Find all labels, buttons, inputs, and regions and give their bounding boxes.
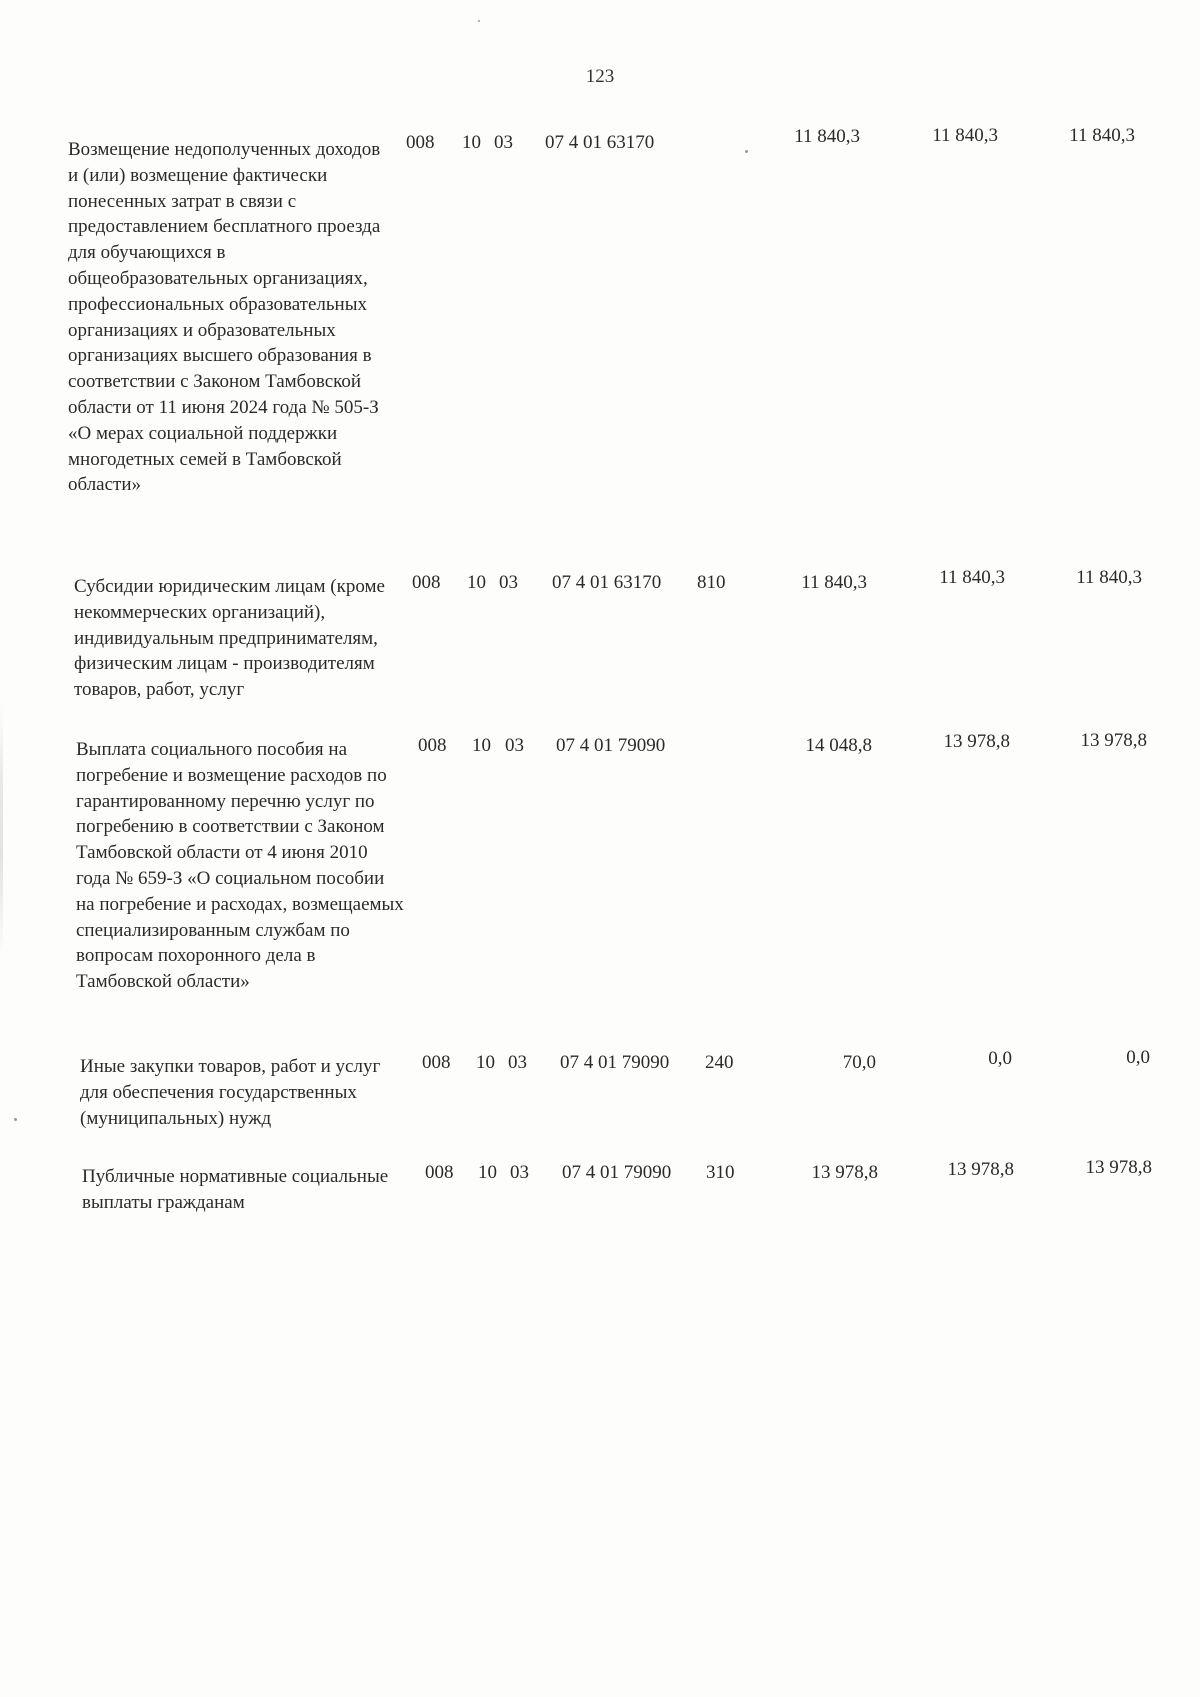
amount-1: 70,0 (842, 1052, 876, 1073)
code-expense: 810 (697, 572, 726, 593)
amount-3: 11 840,3 (1069, 125, 1135, 146)
amount-2: 13 978,8 (943, 731, 1010, 752)
scan-speck (478, 20, 480, 22)
amount-3: 13 978,8 (1080, 730, 1147, 751)
amount-3: 0,0 (1126, 1047, 1150, 1068)
code-section: 10 (472, 735, 491, 756)
amount-2: 0,0 (988, 1048, 1012, 1069)
amount-3: 11 840,3 (1076, 567, 1142, 588)
amount-1: 11 840,3 (801, 572, 867, 593)
page-number: 123 (585, 66, 615, 87)
code-section: 10 (462, 132, 481, 153)
code-admin: 008 (422, 1052, 451, 1073)
code-target: 07 4 01 79090 (556, 735, 666, 756)
amount-1: 11 840,3 (794, 126, 860, 147)
scan-edge-shadow (0, 700, 3, 960)
amount-1: 13 978,8 (811, 1162, 878, 1183)
code-admin: 008 (425, 1162, 454, 1183)
row-description: Субсидии юридическим лицам (кроме некоммерческих организаций), индивидуальным предпринимателям, физическим лицам - производителям товаров, работ, услуг (74, 576, 385, 701)
code-target: 07 4 01 63170 (552, 572, 662, 593)
code-subsection: 03 (494, 132, 513, 153)
code-section: 10 (478, 1162, 497, 1183)
code-target: 07 4 01 79090 (562, 1162, 672, 1183)
code-section: 10 (476, 1052, 495, 1073)
amount-3: 13 978,8 (1085, 1157, 1152, 1178)
code-target: 07 4 01 63170 (545, 132, 655, 153)
amount-2: 11 840,3 (932, 125, 998, 146)
code-target: 07 4 01 79090 (560, 1052, 670, 1073)
code-subsection: 03 (505, 735, 524, 756)
code-subsection: 03 (510, 1162, 529, 1183)
amount-2: 13 978,8 (947, 1159, 1014, 1180)
amount-2: 11 840,3 (939, 567, 1005, 588)
code-section: 10 (467, 572, 486, 593)
row-description: Возмещение недополученных доходов и (или) возмещение фактически понесенных затрат в связи с предоставлением бесплатного проезда для обучающихся в общеобразовательных организациях, профессиональных образовательных организациях и образовательных организациях высшего образования в соответствии с Законом Тамбовской области от 11 июня 2024 года № 505-З «О мерах социальной поддержки многодетных семей в Тамбовской области» (68, 139, 381, 496)
code-admin: 008 (418, 735, 447, 756)
row-description: Выплата социального пособия на погребение и возмещение расходов по гарантированному перечню услуг по погребению в соответствии с Законом Тамбовской области от 4 июня 2010 года № 659-З «О социальном пособии на погребение и расходах, возмещаемых специализированным службам по вопросам похоронного дела в Тамбовской области» (76, 739, 404, 993)
row-description: Публичные нормативные социальные выплаты гражданам (82, 1166, 389, 1213)
scan-speck (745, 150, 748, 153)
code-admin: 008 (412, 572, 441, 593)
code-expense: 240 (705, 1052, 734, 1073)
code-subsection: 03 (499, 572, 518, 593)
code-admin: 008 (406, 132, 435, 153)
code-expense: 310 (706, 1162, 735, 1183)
row-description: Иные закупки товаров, работ и услуг для обеспечения государственных (муниципальных) нужд (80, 1056, 381, 1129)
scan-speck (14, 1118, 17, 1121)
code-subsection: 03 (508, 1052, 527, 1073)
amount-1: 14 048,8 (805, 735, 872, 756)
